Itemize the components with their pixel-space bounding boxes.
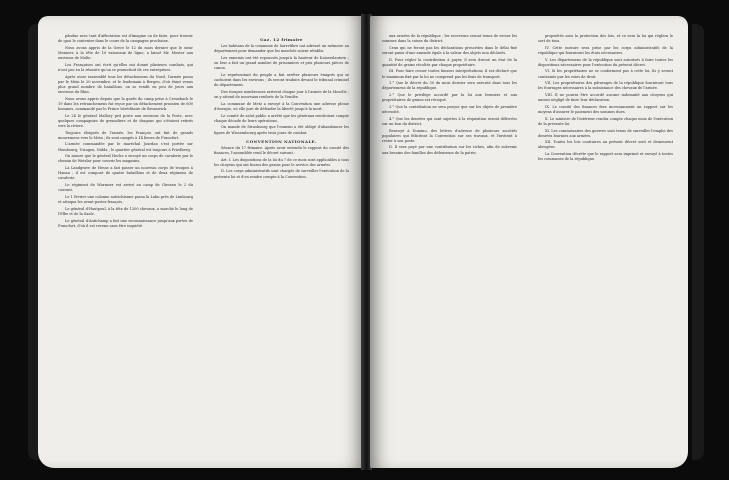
paragraph: Nous avons appris de la Grece le 12 du mois dernier que le sieur Monnier, à la tête de 10 vaisseaux de ligne, a laissé Mr. Moster aux environs de Malte. — [58, 45, 193, 61]
left-page-column-2 — [214, 34, 349, 181]
paragraph: III. Pour faire cesser toutes fausses interprétations, il est déclaré que le maximum fixé par la loi ne comprend pas les frais de transport. — [382, 69, 517, 79]
paragraph: Des troupes nombreuses arrivent chaque jour à l'armée de la Moselle ; on y attend de nouveaux renforts de la Vendée. — [214, 89, 349, 100]
paragraph: II. Les corps administratifs sont chargés de surveiller l'exécution de la présente loi et d'en rendre compte à la Convention. — [214, 169, 349, 179]
paragraph: L'armée commandée par le maréchal Jourdan s'est portée sur Hombourg, Usingen, Nidda ; le quartier général est toujours à Friedberg. — [58, 142, 193, 152]
paragraph: X. Le ministre de l'intérieur rendra compte chaque mois de l'exécution de la présente loi. — [538, 116, 673, 126]
paragraph: Le représentant du peuple a fait arrêter plusieurs émigrés qui se cachoient dans les environs ; ils seront traduits devant le tribunal criminel du département. — [214, 72, 349, 88]
paragraph: Toujours éloignés de l'armée, les François ont fait de grands mouvemens vers le Mein ; ils sont campés à 14 lieues de Francfort. — [58, 130, 193, 140]
paragraph: Ceux qui ne feront pas les déclarations prescrites dans le délai fixé seront punis d'une amende égale à la valeur des objets non déclarés. — [382, 45, 517, 55]
paragraph: Art. I. Les dispositions de la loi du 7 de ce mois sont applicables à tous les citoyens qui ont fourni des grains pour le service des armées. — [214, 157, 349, 167]
left-page — [38, 16, 364, 468]
paragraph: Le général d'Autichamp a fait une reconnaissance jusqu'aux portes de Francfort, d'où il est revenu sans être inquiété. — [58, 218, 193, 228]
paragraph: II. Il sera payé par une contribution sur les riches, afin de subvenir aux besoins des familles des défenseurs de la patrie. — [382, 145, 517, 155]
paragraph: La Landgrave de Hesse a fait passer un nouveau corps de troupes à Hanau ; il est composé de quatre bataillons et de deux régimens de cavalerie. — [58, 166, 193, 181]
paragraph: propriétés sous la protection des lois, et ce sera la loi qui réglera le sort de tous. — [538, 34, 673, 44]
paragraph: II. Pour régler la contribution à payer, il sera dressé un état de la quantité de grains récoltés par chaque propriétaire. — [382, 57, 517, 67]
paragraph: pândue avec tant d'affectation est d'imagine ou de faire, pour trouver de quoi le contenter dans le cours de la campagne prochaine. — [58, 34, 193, 44]
paragraph: VIII. Il ne pourra être accordé aucune indemnité aux citoyens qui auront négligé de faire leur déclaration. — [538, 93, 673, 103]
paragraph: Les ennemis ont été repoussés jusqu'à la hauteur de Kaiserslautern ; on leur a fait un grand nombre de prisonniers et pris plusieurs pièces de canon. — [214, 55, 349, 71]
paragraph: Renvoyé à Domino, des lettres d'adresse de plusieurs sociétés populaires qui félicitent la Convention sur ses travaux, et l'invitent à rester à son poste. — [382, 128, 517, 143]
paragraph: 1.° Que le décret du 30 du mois dernier sera exécuté dans tous les départemens de la république. — [382, 81, 517, 91]
paragraph: Le 24 le général Mallory prit poste aux environs de la Porte, avec quelques compagnies de grenadiers et de dragons qui s'étoient retirés vers la riviere. — [58, 113, 193, 128]
open-book — [28, 10, 704, 472]
paragraph: V. Les départemens de la république sont autorisés à faire toutes les dispositions nécessaires pour l'exécution du présent décret. — [538, 57, 673, 67]
paragraph: 3.° Que la contribution ne sera perçue que sur les objets de première nécessité. — [382, 104, 517, 115]
paragraph: Le régiment de Wurmser est arrivé au camp de Giessen le 2 du courant. — [58, 183, 193, 193]
paragraph: aux armées de la république ; les receveurs seront tenus de verser les sommes dans la caisse du district. — [382, 34, 517, 44]
paragraph: IV. Cette mesure sera prise par les corps administratifs de la république qui fourniront les états nécessaires. — [538, 45, 673, 55]
paragraph: Le comité de salut public a arrêté que les généraux rendroient compte chaque décade de leurs opérations. — [214, 113, 349, 123]
paragraph: Après avoir rassemblé tous les détachemens du Nord, l'armée passa par le Mein le 20 novembre, et le lendemain à Bergen, d'où étant venus plus grand nombre de bataillons, on se rendit en peu de jours aux environs du Rhin. — [58, 74, 193, 95]
paragraph: XI. Les commissaires des guerres sont tenus de surveiller l'emploi des denrées fournies aux armées. — [538, 128, 673, 138]
paragraph: On mande de Strasbourg que l'ennemi a été obligé d'abandonner les lignes de Wissembourg après trois jours de combat. — [214, 125, 349, 135]
paragraph: Les Françaises ont écrit qu'elles ont donné plusieurs combats, qui n'ont pas eu la réussite qu'on se promettoit de ces entreprises. — [58, 62, 193, 72]
paragraph: 2.° Que le privilège accordé par la loi aux fermiers et aux propriétaires de grains est révoqué. — [382, 93, 517, 103]
paragraph: La Convention décrète que le rapport sera imprimé et envoyé à toutes les communes de la république. — [538, 152, 673, 162]
paragraph: VII. Les propriétaires des pâturages de la république fourniront tous les fourrages nécessaires à la subsistance des chevaux de l'armée. — [538, 81, 673, 91]
right-page-column-1 — [382, 34, 517, 157]
section-heading: CONVENTION NATIONALE. — [246, 138, 317, 144]
paragraph: On assure que le général Hoche a envoyé un corps de cavalerie par le chemin de Wetzlar pour couvrir les magasins. — [58, 154, 193, 164]
paragraph: IX. Le comité des finances fera incessamment un rapport sur les moyens d'assurer le paiement des sommes dues. — [538, 104, 673, 115]
paragraph: XII. Toutes les lois contraires au présent décret sont et demeurent abrogées. — [538, 140, 673, 150]
paragraph: VI. Si les propriétaires ne se conforment pas à cette loi, ils y seront contraints par les voies de droit. — [538, 69, 673, 79]
paragraph: Le général d'Hautpoul, à la tête de 1200 chevaux, a marché le long de l'Elbe et de la Saale. — [58, 206, 193, 216]
paragraph: Nous avons appris depuis que la garde du camp prise à Creuzbach le 19 dans les retranchemens fut reçue par un détachement prussien de 600 hommes, commandé par le Prince héréditaire de Brunswick. — [58, 96, 193, 112]
paragraph: Le 1 février une colonne autrichienne passa la Lahn près de Limbourg et attaqua les avant-postes françois. — [58, 194, 193, 205]
paragraph: 4.° Que les denrées qui sont sujettes à la réquisition seront délivrées sur un bon du district. — [382, 116, 517, 126]
paragraph: La commune de Metz a envoyé à la Convention une adresse pleine d'énergie, où elle jure de défendre la liberté jusqu'à la mort. — [214, 101, 349, 111]
right-page-column-2 — [538, 34, 673, 164]
book-edge-right — [692, 24, 704, 460]
paragraph: Séance du 17 frimaire. Après avoir entendu le rapport du comité des finances, l'assemblée rend le décret suivant : — [214, 145, 349, 155]
left-page-column-1 — [58, 34, 193, 230]
paragraph: Les habitans de la commune de Sarrelibre ont adressé un mémoire au département pour demander que les marchés soient rétablis. — [214, 44, 349, 54]
right-page — [370, 16, 688, 468]
dateline-heading: Gaz. 12 frimaire — [260, 37, 303, 42]
